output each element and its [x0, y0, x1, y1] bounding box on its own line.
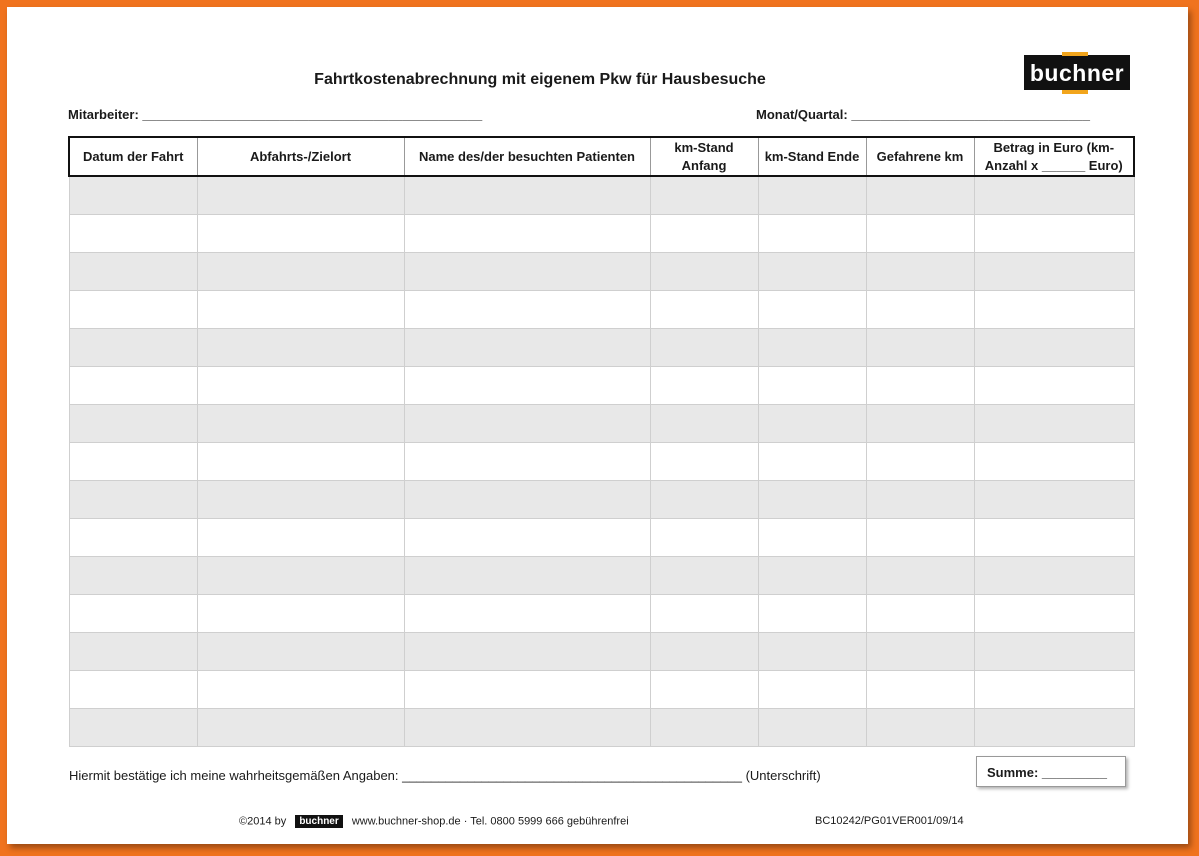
cell-km-driven[interactable]	[866, 481, 974, 519]
cell-km-end[interactable]	[758, 443, 866, 481]
cell-km-start[interactable]	[650, 176, 758, 215]
cell-date[interactable]	[69, 367, 197, 405]
cell-patient[interactable]	[404, 595, 650, 633]
employee-field[interactable]	[68, 107, 482, 122]
trip-table	[68, 136, 1135, 747]
cell-km-driven[interactable]	[866, 671, 974, 709]
signature-label: (Unterschrift)	[745, 768, 821, 783]
cell-patient[interactable]	[404, 367, 650, 405]
table-body	[69, 176, 1134, 747]
footer-contact: www.buchner-shop.de · Tel. 0800 5999 666 gebührenfrei	[351, 815, 629, 828]
cell-km-start[interactable]	[650, 633, 758, 671]
cell-km-end[interactable]	[758, 709, 866, 747]
confirmation-line	[69, 768, 821, 783]
footer-logo: buchner	[295, 815, 342, 828]
employee-line[interactable]: _______________________________________________	[142, 107, 483, 122]
cell-km-start[interactable]	[650, 671, 758, 709]
cell-patient[interactable]	[404, 481, 650, 519]
cell-km-driven[interactable]	[866, 253, 974, 291]
table-row	[69, 595, 1134, 633]
cell-route[interactable]	[197, 405, 404, 443]
cell-date[interactable]	[69, 443, 197, 481]
cell-km-end[interactable]	[758, 176, 866, 215]
cell-patient[interactable]	[404, 709, 650, 747]
cell-km-driven[interactable]	[866, 215, 974, 253]
footer-left	[239, 815, 629, 828]
table-row	[69, 481, 1134, 519]
cell-route[interactable]	[197, 329, 404, 367]
page-title: Fahrtkostenabrechnung mit eigenem Pkw für Hausbesuche	[314, 71, 766, 88]
cell-amount[interactable]	[974, 595, 1134, 633]
logo-accent-bottom	[1062, 90, 1088, 94]
table-row	[69, 329, 1134, 367]
cell-km-start[interactable]	[650, 253, 758, 291]
cell-patient[interactable]	[404, 557, 650, 595]
cell-route[interactable]	[197, 176, 404, 215]
table-row	[69, 405, 1134, 443]
cell-date[interactable]	[69, 329, 197, 367]
cell-km-start[interactable]	[650, 443, 758, 481]
table-row	[69, 709, 1134, 747]
cell-km-end[interactable]	[758, 595, 866, 633]
cell-km-start[interactable]	[650, 367, 758, 405]
cell-km-driven[interactable]	[866, 405, 974, 443]
cell-km-driven[interactable]	[866, 709, 974, 747]
header-patient: Name des/der besuchten Patienten	[404, 137, 650, 176]
cell-patient[interactable]	[404, 519, 650, 557]
cell-date[interactable]	[69, 481, 197, 519]
table-row	[69, 176, 1134, 215]
buchner-logo	[1024, 55, 1130, 90]
logo-accent-top	[1062, 52, 1088, 56]
table-row	[69, 367, 1134, 405]
cell-date[interactable]	[69, 215, 197, 253]
table-row	[69, 557, 1134, 595]
cell-km-driven[interactable]	[866, 329, 974, 367]
cell-amount[interactable]	[974, 367, 1134, 405]
header-amount: Betrag in Euro (km-Anzahl x ______ Euro)	[974, 137, 1134, 176]
cell-amount[interactable]	[974, 557, 1134, 595]
form-page	[7, 7, 1188, 844]
cell-km-start[interactable]	[650, 481, 758, 519]
cell-date[interactable]	[69, 557, 197, 595]
signature-line[interactable]: _______________________________________________	[402, 768, 742, 783]
cell-patient[interactable]	[404, 329, 650, 367]
sum-line[interactable]: _________	[1041, 765, 1107, 780]
cell-amount[interactable]	[974, 443, 1134, 481]
cell-km-start[interactable]	[650, 557, 758, 595]
cell-date[interactable]	[69, 633, 197, 671]
sum-box[interactable]	[976, 756, 1126, 787]
table-row	[69, 443, 1134, 481]
cell-km-start[interactable]	[650, 329, 758, 367]
cell-route[interactable]	[197, 595, 404, 633]
cell-route[interactable]	[197, 215, 404, 253]
table-row	[69, 633, 1134, 671]
cell-route[interactable]	[197, 671, 404, 709]
cell-route[interactable]	[197, 443, 404, 481]
cell-km-start[interactable]	[650, 291, 758, 329]
cell-date[interactable]	[69, 709, 197, 747]
cell-date[interactable]	[69, 519, 197, 557]
cell-km-end[interactable]	[758, 481, 866, 519]
period-field[interactable]	[756, 107, 1090, 122]
cell-route[interactable]	[197, 291, 404, 329]
sum-label: Summe:	[987, 765, 1039, 780]
cell-route[interactable]	[197, 519, 404, 557]
cell-amount[interactable]	[974, 329, 1134, 367]
cell-km-driven[interactable]	[866, 633, 974, 671]
cell-date[interactable]	[69, 253, 197, 291]
cell-km-start[interactable]	[650, 709, 758, 747]
cell-patient[interactable]	[404, 291, 650, 329]
cell-km-start[interactable]	[650, 215, 758, 253]
table-row	[69, 215, 1134, 253]
cell-amount[interactable]	[974, 291, 1134, 329]
period-line[interactable]: _________________________________	[851, 107, 1090, 122]
cell-km-driven[interactable]	[866, 443, 974, 481]
cell-km-driven[interactable]	[866, 291, 974, 329]
cell-route[interactable]	[197, 367, 404, 405]
cell-amount[interactable]	[974, 176, 1134, 215]
cell-amount[interactable]	[974, 405, 1134, 443]
cell-km-end[interactable]	[758, 519, 866, 557]
table-header-row	[69, 137, 1134, 176]
confirmation-text: Hiermit bestätige ich meine wahrheitsgemäßen Angaben:	[69, 768, 399, 783]
cell-km-driven[interactable]	[866, 176, 974, 215]
cell-amount[interactable]	[974, 671, 1134, 709]
cell-date[interactable]	[69, 595, 197, 633]
cell-patient[interactable]	[404, 633, 650, 671]
cell-date[interactable]	[69, 405, 197, 443]
cell-amount[interactable]	[974, 633, 1134, 671]
cell-patient[interactable]	[404, 405, 650, 443]
cell-route[interactable]	[197, 633, 404, 671]
table-row	[69, 519, 1134, 557]
header-km-start: km-Stand Anfang	[650, 137, 758, 176]
cell-km-end[interactable]	[758, 367, 866, 405]
cell-patient[interactable]	[404, 443, 650, 481]
table-row	[69, 253, 1134, 291]
cell-route[interactable]	[197, 557, 404, 595]
cell-km-start[interactable]	[650, 405, 758, 443]
cell-date[interactable]	[69, 291, 197, 329]
cell-km-driven[interactable]	[866, 519, 974, 557]
header-km-end: km-Stand Ende	[758, 137, 866, 176]
cell-patient[interactable]	[404, 671, 650, 709]
cell-patient[interactable]	[404, 215, 650, 253]
cell-km-driven[interactable]	[866, 367, 974, 405]
cell-date[interactable]	[69, 176, 197, 215]
table-row	[69, 671, 1134, 709]
cell-route[interactable]	[197, 253, 404, 291]
cell-amount[interactable]	[974, 253, 1134, 291]
cell-km-end[interactable]	[758, 215, 866, 253]
cell-amount[interactable]	[974, 215, 1134, 253]
cell-km-end[interactable]	[758, 671, 866, 709]
cell-date[interactable]	[69, 671, 197, 709]
employee-label: Mitarbeiter:	[68, 107, 139, 122]
cell-km-end[interactable]	[758, 557, 866, 595]
cell-km-end[interactable]	[758, 633, 866, 671]
footer-copyright: ©2014 by	[239, 815, 287, 828]
footer-code: BC10242/PG01VER001/09/14	[815, 815, 964, 827]
cell-patient[interactable]	[404, 176, 650, 215]
cell-amount[interactable]	[974, 481, 1134, 519]
cell-amount[interactable]	[974, 519, 1134, 557]
cell-km-end[interactable]	[758, 329, 866, 367]
cell-route[interactable]	[197, 709, 404, 747]
header-route: Abfahrts-/Zielort	[197, 137, 404, 176]
cell-km-start[interactable]	[650, 595, 758, 633]
header-date: Datum der Fahrt	[69, 137, 197, 176]
cell-route[interactable]	[197, 481, 404, 519]
cell-km-end[interactable]	[758, 253, 866, 291]
table-row	[69, 291, 1134, 329]
logo-text: buchner	[1029, 60, 1125, 86]
cell-km-end[interactable]	[758, 291, 866, 329]
cell-km-driven[interactable]	[866, 557, 974, 595]
period-label: Monat/Quartal:	[756, 107, 848, 122]
cell-km-start[interactable]	[650, 519, 758, 557]
cell-km-end[interactable]	[758, 405, 866, 443]
cell-amount[interactable]	[974, 709, 1134, 747]
header-km-driven: Gefahrene km	[866, 137, 974, 176]
cell-patient[interactable]	[404, 253, 650, 291]
cell-km-driven[interactable]	[866, 595, 974, 633]
